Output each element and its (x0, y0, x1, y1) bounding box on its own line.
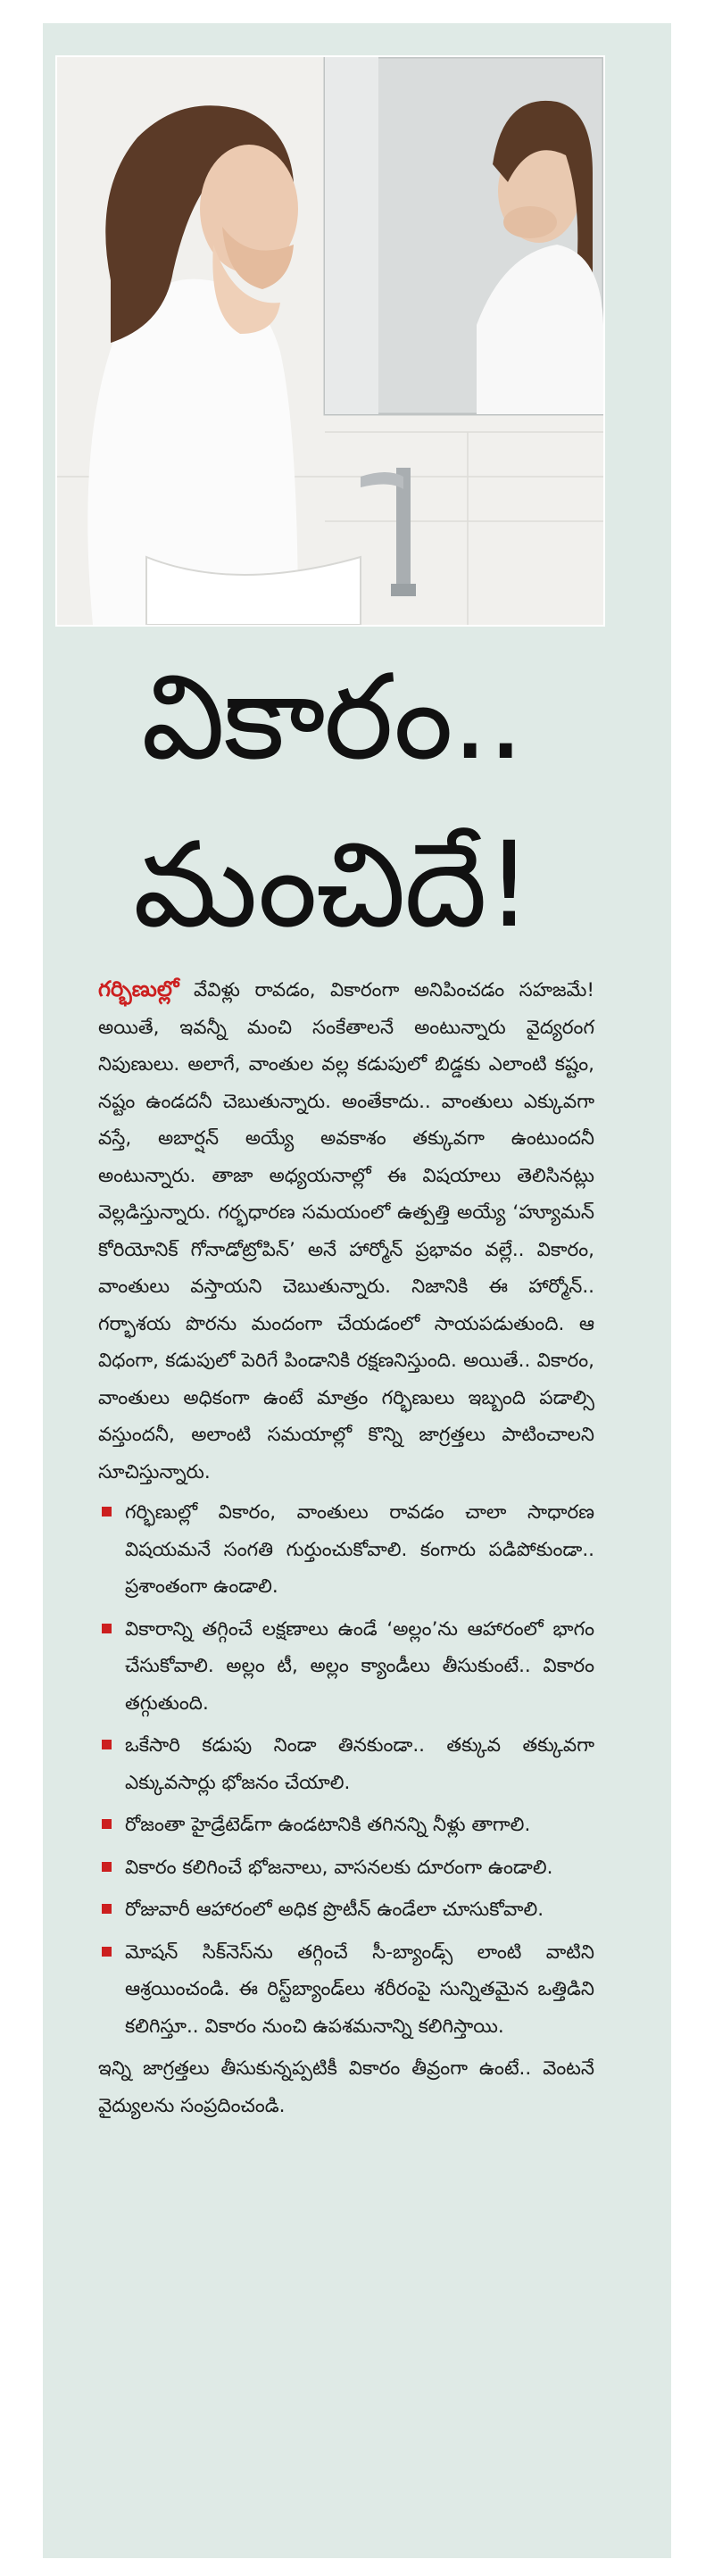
tip-text: వికారం కలిగించే భోజనాలు, వాసనలకు దూరంగా ఉండాలి. (125, 1856, 553, 1879)
headline (57, 634, 607, 969)
bullet-square-icon (102, 1904, 112, 1914)
list-item (98, 1849, 594, 1887)
lead-word: గర్భిణుల్లో (98, 976, 179, 1001)
tip-text: రోజువారీ ఆహారంలో అధిక ప్రొటీన్ ఉండేలా చూసుకోవాలి. (125, 1899, 544, 1921)
list-item (98, 1611, 594, 1723)
bullet-square-icon (102, 1624, 112, 1633)
tip-text: మోషన్ సిక్‌నెస్‌ను తగ్గించే సీ-బ్యాండ్స్ లాంటి వాటిని ఆశ్రయించండి. ఈ రిస్ట్‌బ్యాండ్‌లు శరీరంపై సున్నితమైన ఒత్తిడిని కలిగిస్తూ.. వికారం నుంచి ఉపశమనాన్ని కలిగిస్తాయి. (125, 1940, 594, 2038)
list-item (98, 1934, 594, 2046)
article-photo (55, 55, 605, 627)
tip-text: వికారాన్ని తగ్గించే లక్షణాలు ఉండే ‘అల్లం’ను ఆహారంలో భాగం చేసుకోవాలి. అల్లం టీ, అల్లం క్యాండీలు తీసుకుంటే.. వికారం తగ్గుతుంది. (125, 1617, 594, 1715)
tip-text: రోజంతా హైడ్రేటెడ్‌గా ఉండటానికి తగినన్ని నీళ్లు తాగాలి. (125, 1814, 531, 1836)
headline-line-1: వికారం.. (141, 649, 523, 786)
tip-text: గర్భిణుల్లో వికారం, వాంతులు రావడం చాలా సాధారణ విషయమనే సంగతి గుర్తుంచుకోవాలి. కంగారు పడిపోకుండా.. ప్రశాంతంగా ఉండాలి. (125, 1501, 594, 1598)
bullet-square-icon (102, 1740, 112, 1749)
bullet-square-icon (102, 1819, 112, 1829)
tips-list (98, 1494, 594, 2045)
bullet-square-icon (102, 1862, 112, 1872)
photo-illustration (57, 57, 603, 625)
article-body (98, 971, 594, 2124)
list-item (98, 1807, 594, 1844)
list-item (98, 1891, 594, 1929)
bullet-square-icon (102, 1507, 112, 1517)
intro-paragraph (98, 971, 594, 1491)
tip-text: ఒకేసారి కడుపు నిండా తినకుండా.. తక్కువ తక్కువగా ఎక్కువసార్లు భోజనం చేయాలి. (125, 1734, 594, 1794)
closing-paragraph: ఇన్ని జాగ్రత్తలు తీసుకున్నప్పటికీ వికారం తీవ్రంగా ఉంటే.. వెంటనే వైద్యులను సంప్రదించండి. (98, 2057, 594, 2117)
list-item (98, 1727, 594, 1801)
bullet-square-icon (102, 1947, 112, 1957)
list-item (98, 1494, 594, 1606)
intro-text: వేవిళ్లు రావడం, వికారంగా అనిపించడం సహజమే! అయితే, ఇవన్నీ మంచి సంకేతాలనే అంటున్నారు వైద్యరంగ నిపుణులు. అలాగే, వాంతుల వల్ల కడుపులో బిడ్డకు ఎలాంటి కష్టం, నష్టం ఉండదనీ చెబుతున్నారు. అంతేకాదు.. వాంతులు ఎక్కువగా వస్తే, అబార్షన్ అయ్యే అవకాశం తక్కువగా ఉంటుందనీ అంటున్నారు. తాజా అధ్యయనాల్లో ఈ విషయాలు తెలిసినట్లు వెల్లడిస్తున్నారు. గర్భధారణ సమయంలో ఉత్పత్తి అయ్యే ‘హ్యూమన్ కోరియోనిక్ గోనాడోట్రోపిన్’ అనే హార్మోన్ ప్రభావం వల్లే.. వికారం, వాంతులు వస్తాయని చెబుతున్నారు. నిజానికి ఈ హార్మోన్.. గర్భాశయ పొరను మందంగా చేయడంలో సాయపడుతుంది. ఆ విధంగా, కడుపులో పెరిగే పిండానికి రక్షణనిస్తుంది. అయితే.. వికారం, వాంతులు అధికంగా ఉంటే మాత్రం గర్భిణులు ఇబ్బంది పడాల్సి వస్తుందనీ, అలాంటి సమయాల్లో కొన్ని జాగ్రత్తలు పాటించాలని సూచిస్తున్నారు. (98, 979, 594, 1483)
headline-line-2: మంచిదే! (133, 817, 531, 954)
